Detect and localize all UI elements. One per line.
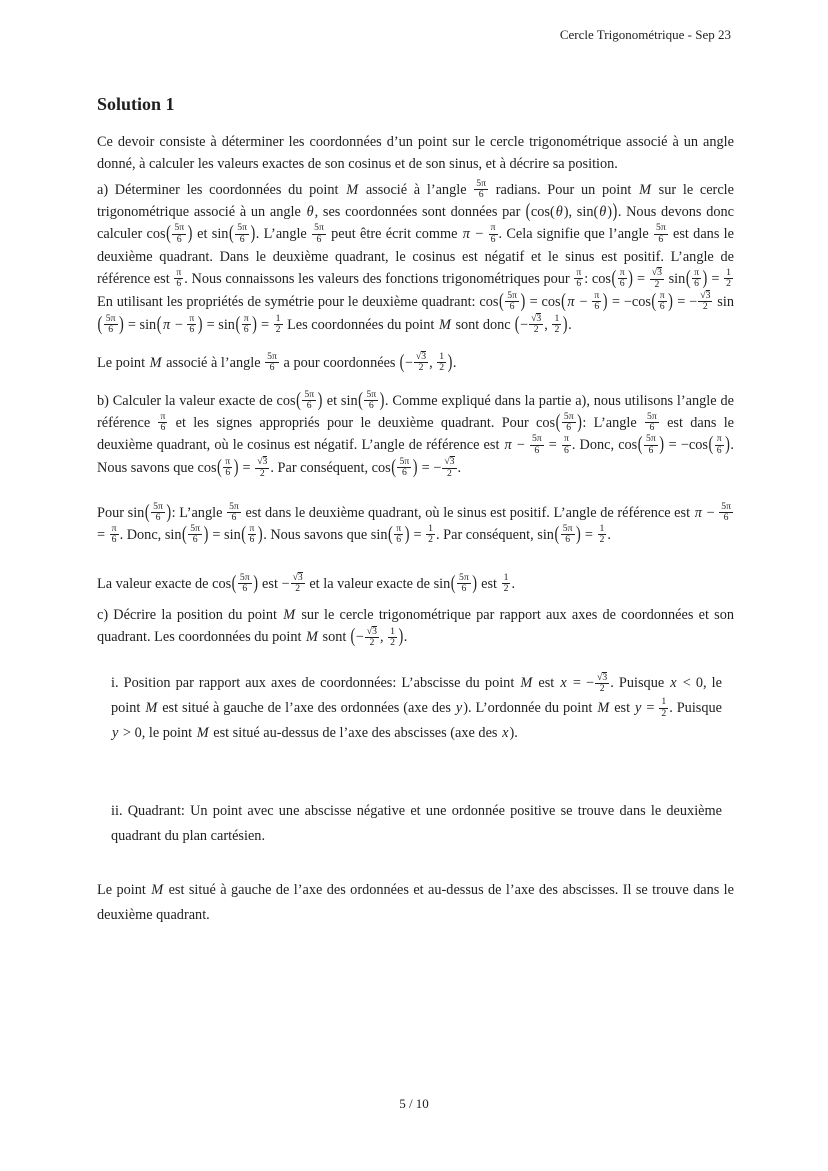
math-variable: M [306, 629, 318, 646]
math-fraction: $\frac{5\pi}{6}$ [190, 523, 201, 546]
math-variable: M [346, 182, 359, 198]
math-paren: ) [447, 350, 453, 374]
math-variable: y [112, 725, 119, 742]
math-paren: ( [525, 200, 531, 224]
math-paren: ) [197, 312, 203, 336]
math-paren: ( [450, 571, 456, 595]
document-content [97, 0, 734, 928]
math-paren: ) [577, 411, 582, 434]
math-paren: ) [203, 523, 209, 547]
math-paren: ) [250, 222, 256, 246]
math-fraction: $\frac{5\pi}{6}$ [237, 222, 248, 245]
math-paren: ( [555, 411, 561, 434]
math-paren: ) [412, 455, 418, 479]
math-fraction: $\frac{1}{2}$ [503, 571, 509, 594]
math-paren: ( [554, 523, 560, 547]
math-variable: M [283, 607, 296, 624]
math-fraction: $\frac{5\pi}{6}$ [476, 178, 487, 201]
math-fraction: $\frac{5\pi}{6}$ [647, 410, 657, 434]
math-paren: ( [685, 267, 691, 290]
math-paren: ) [317, 388, 323, 412]
math-fraction: $\frac{5\pi}{6}$ [399, 455, 410, 479]
math-paren: ( [388, 523, 393, 547]
math-variable: θ [306, 204, 314, 221]
math-paren: ) [252, 312, 257, 336]
math-fraction: $\frac{5\pi}{6}$ [229, 500, 239, 523]
paragraph-result-b: La valeur exacte de cos( $\frac{5\pi}{6}$ ) est − √ 3 2 et la valeur exacte de sin( $\frac{5\pi}{6}$ ) est $\frac{1}{2}$ . [97, 573, 734, 596]
math-paren: ( [241, 523, 246, 547]
math-fraction: √ 3 2 [651, 267, 662, 290]
math-paren: ) [702, 267, 708, 290]
paragraph-part-b-sin: Pour sin( $\frac{5\pi}{6}$ ): L’angle $\frac{5\pi}{6}$ est dans le deuxième quadrant, où le sinus est positif. L’angle de référence est π − $\frac{5\pi}{6}$ = $\frac{\pi}{6}$ . Donc, sin( $\frac{5\pi}{6}$ ) = sin( $\frac{\pi}{6}$ ). Nous savons que sin( $\frac{\pi}{6}$ ) = $\frac{1}{2}$ . Par conséquent, sin( $\frac{5\pi}{6}$ ) = $\frac{1}{2}$ . [97, 502, 734, 547]
math-variable: π [462, 226, 470, 243]
math-paren: ( [97, 312, 103, 336]
math-paren: ( [514, 312, 520, 336]
math-fraction: $\frac{5\pi}{6}$ [507, 289, 517, 312]
math-fraction: $\frac{5\pi}{6}$ [174, 222, 185, 245]
paragraph-item-i: i. Position par rapport aux axes de coordonnées: L’abscisse du point M est x = − √ 3 2 . Puisque x < 0, le point M est situé à gauche de l’axe des ordonnées (axe des y). L’ordonnée du point M est y = $\frac{1}{2}$ . Puisque y > 0, le point M est situé au-dessus de l’axe des abscisses (axe des x). [111, 671, 723, 742]
math-paren: ) [187, 222, 193, 246]
math-variable: y [635, 700, 642, 717]
math-paren: ( [399, 350, 405, 374]
math-paren: ) [166, 500, 172, 524]
math-fraction: √ 3 2 [444, 456, 455, 479]
math-variable: M [597, 700, 610, 717]
math-paren: ( [391, 455, 396, 479]
page-footer [0, 1096, 828, 1112]
math-fraction: $\frac{1}{2}$ [726, 266, 731, 290]
math-fraction: $\frac{5\pi}{6}$ [531, 433, 542, 456]
math-paren: ) [472, 571, 478, 595]
math-fraction: $\frac{1}{2}$ [439, 350, 445, 373]
math-paren: ( [182, 523, 187, 547]
math-paren: ( [498, 289, 504, 313]
math-fraction: $\frac{\pi}{6}$ [563, 433, 569, 456]
math-variable: π [504, 437, 512, 454]
math-paren: ( [231, 571, 237, 595]
paragraph-part-b: b) Calculer la valeur exacte de cos( $\frac{5\pi}{6}$ ) et sin( $\frac{5\pi}{6}$ ). Comme expliqué dans la partie a), nous utilisons l’angle de référence $\frac{\pi}{6}$ et les signes appropriés pour le deuxième quadrant. Pour cos( $\frac{5\pi}{6}$ ): L’angle $\frac{5\pi}{6}$ est dans le deuxième quadrant, où le cosinus est négatif. L’angle de référence est π − $\frac{5\pi}{6}$ = $\frac{\pi}{6}$ . Donc, cos( $\frac{5\pi}{6}$ ) = −cos( $\frac{\pi}{6}$ ). Nous savons que cos( $\frac{\pi}{6}$ ) = √ 3 2 . Par conséquent, cos( $\frac{5\pi}{6}$ ) = − √ 3 2 . [97, 390, 734, 480]
page-title: Solution 1 [97, 94, 175, 114]
math-fraction: $\frac{\pi}{6}$ [160, 410, 166, 434]
math-paren: ( [156, 312, 162, 336]
page-number: 5 / 10 [399, 1096, 429, 1111]
math-fraction: $\frac{\pi}{6}$ [249, 523, 255, 546]
math-variable: y [455, 700, 463, 717]
math-paren: ) [628, 267, 633, 290]
math-fraction: $\frac{5\pi}{6}$ [105, 312, 116, 335]
math-fraction: $\frac{1}{2}$ [661, 696, 667, 719]
math-fraction: $\frac{5\pi}{6}$ [562, 523, 573, 546]
math-paren: ) [602, 289, 608, 313]
math-variable: M [520, 675, 533, 692]
math-fraction: $\frac{\pi}{6}$ [594, 289, 600, 312]
math-fraction: √ 3 2 [366, 626, 377, 649]
math-fraction: $\frac{\pi}{6}$ [490, 222, 496, 245]
math-paren: ) [398, 625, 404, 649]
math-variable: M [149, 354, 162, 371]
math-fraction: $\frac{\pi}{6}$ [619, 266, 625, 290]
math-fraction: $\frac{5\pi}{6}$ [239, 571, 250, 594]
math-paren: ) [725, 433, 730, 457]
math-fraction: $\frac{\pi}{6}$ [225, 455, 231, 479]
math-variable: M [196, 725, 209, 742]
math-paren: ) [562, 312, 568, 336]
math-variable: M [639, 182, 651, 198]
math-paren: ( [561, 289, 566, 313]
math-fraction: $\frac{5\pi}{6}$ [267, 350, 277, 373]
math-fraction: $\frac{\pi}{6}$ [716, 433, 722, 456]
math-fraction: $\frac{1}{2}$ [390, 625, 396, 648]
math-fraction: $\frac{\pi}{6}$ [396, 523, 402, 546]
math-fraction: $\frac{5\pi}{6}$ [721, 500, 731, 523]
math-fraction: $\frac{5\pi}{6}$ [563, 410, 574, 434]
math-variable: π [567, 293, 575, 310]
math-fraction: $\frac{5\pi}{6}$ [304, 388, 315, 411]
math-paren: ) [233, 455, 239, 479]
math-paren: ) [119, 312, 124, 336]
math-fraction: √ 3 2 [597, 671, 608, 695]
math-fraction: √ 3 2 [700, 290, 711, 313]
math-fraction: $\frac{5\pi}{6}$ [655, 222, 666, 245]
math-paren: ) [379, 388, 385, 412]
math-paren: ( [296, 388, 301, 412]
math-variable: x [670, 675, 677, 692]
math-paren: ( [350, 625, 356, 649]
math-fraction: √ 3 2 [292, 572, 303, 595]
math-paren: ( [144, 500, 150, 524]
math-variable: θ [599, 204, 607, 221]
paragraph-item-ii: ii. Quadrant: Un point avec une abscisse négative et une ordonnée positive se trouve dans le deuxième quadrant du plan cartésien. [111, 803, 722, 845]
math-variable: π [162, 316, 171, 333]
math-paren: ( [166, 222, 171, 246]
math-paren: ( [611, 267, 617, 290]
math-paren: ( [217, 455, 222, 479]
paragraph-result-a: Le point M associé à l’angle $\frac{5\pi}{6}$ a pour coordonnées (− √ 3 2 , $\frac{1}{2}$ ). [97, 352, 734, 375]
math-fraction: $\frac{\pi}{6}$ [576, 266, 582, 290]
math-paren: ) [257, 523, 263, 547]
math-fraction: $\frac{1}{2}$ [599, 523, 605, 546]
math-fraction: $\frac{\pi}{6}$ [176, 266, 182, 290]
math-paren: ( [708, 433, 714, 457]
paragraph-part-a: a) Déterminer les coordonnées du point M associé à l’angle $\frac{5\pi}{6}$ radians. Pour un point M sur le cercle trigonométrique associé à un angle θ, ses coordonnées sont données par (cos(θ), sin(θ)). Nous devons donc calculer cos( $\frac{5\pi}{6}$ ) et sin( $\frac{5\pi}{6}$ ). L’angle $\frac{5\pi}{6}$ peut être écrit comme π − $\frac{\pi}{6}$ . Cela signifie que l’angle $\frac{5\pi}{6}$ est dans le deuxième quadrant. Dans le deuxième quadrant, le cosinus est négatif et le sinus est positif. L’angle de référence est $\frac{\pi}{6}$ . Nous connaissons les valeurs des fonctions trigonométriques pour $\frac{\pi}{6}$ : cos( $\frac{\pi}{6}$ ) = √ 3 2 sin( $\frac{\pi}{6}$ ) = $\frac{1}{2}$ En utilisant les propriétés de symétrie pour le deuxième quadrant: cos( $\frac{5\pi}{6}$ ) = cos( π − $\frac{\pi}{6}$ ) = −cos( $\frac{\pi}{6}$ ) = − √ 3 2 sin( $\frac{5\pi}{6}$ ) = sin( π − $\frac{\pi}{6}$ ) = sin( $\frac{\pi}{6}$ ) = $\frac{1}{2}$ Les coordonnées du point M sont donc (− √ 3 2 , $\frac{1}{2}$ ). [97, 179, 734, 337]
math-fraction: $\frac{\pi}{6}$ [189, 312, 195, 335]
math-fraction: $\frac{\pi}{6}$ [659, 289, 665, 312]
paragraph-intro: Ce devoir consiste à déterminer les coordonnées d’un point sur le cercle trigonométrique associé à un angle donné, à calculer les valeurs exactes de son cosinus et de son sinus, et à décrire sa position. [97, 134, 734, 172]
math-fraction: $\frac{\pi}{6}$ [694, 266, 699, 290]
math-fraction: √ 3 2 [257, 456, 268, 479]
math-paren: ( [637, 433, 643, 457]
math-paren: ) [520, 289, 526, 313]
math-paren: ( [358, 388, 363, 412]
math-variable: x [560, 675, 567, 692]
header-text: Cercle Trigonométrique - Sep 23 [559, 27, 731, 42]
math-paren: ( [235, 312, 241, 336]
math-variable: M [151, 882, 164, 899]
math-paren: ( [651, 289, 657, 313]
math-fraction: √ 3 2 [415, 351, 427, 374]
math-paren: ) [253, 571, 258, 595]
math-variable: M [438, 316, 451, 333]
math-fraction: $\frac{1}{2}$ [275, 312, 281, 335]
paragraph-part-c: c) Décrire la position du point M sur le cercle trigonométrique par rapport aux axes de coordonnées et son quadrant. Les coordonnées du point M sont (− √ 3 2 , $\frac{1}{2}$ ). [97, 604, 734, 649]
paragraph-conclusion: Le point M est situé à gauche de l’axe des ordonnées et au-dessus de l’axe des abscisses. Il se trouve dans le deuxième quadrant. [97, 882, 734, 924]
math-fraction: $\frac{5\pi}{6}$ [153, 500, 163, 523]
math-variable: x [502, 725, 509, 742]
math-fraction: $\frac{1}{2}$ [428, 523, 434, 546]
math-fraction: √ 3 2 [531, 313, 542, 336]
math-variable: M [145, 700, 158, 717]
math-fraction: $\frac{5\pi}{6}$ [646, 433, 656, 456]
math-paren: ) [404, 523, 410, 547]
math-fraction: $\frac{5\pi}{6}$ [314, 222, 324, 245]
math-paren: ) [576, 523, 581, 547]
math-paren: ( [228, 222, 234, 246]
math-fraction: $\frac{5\pi}{6}$ [366, 388, 377, 411]
math-fraction: $\frac{\pi}{6}$ [111, 523, 117, 546]
math-variable: θ [555, 204, 563, 221]
math-fraction: $\frac{1}{2}$ [554, 312, 560, 335]
math-fraction: $\frac{5\pi}{6}$ [459, 571, 469, 594]
math-fraction: $\frac{\pi}{6}$ [243, 312, 249, 335]
math-paren: ) [668, 289, 673, 313]
math-paren: ) [612, 200, 618, 224]
math-paren: ) [659, 433, 665, 457]
math-variable: π [694, 504, 702, 521]
